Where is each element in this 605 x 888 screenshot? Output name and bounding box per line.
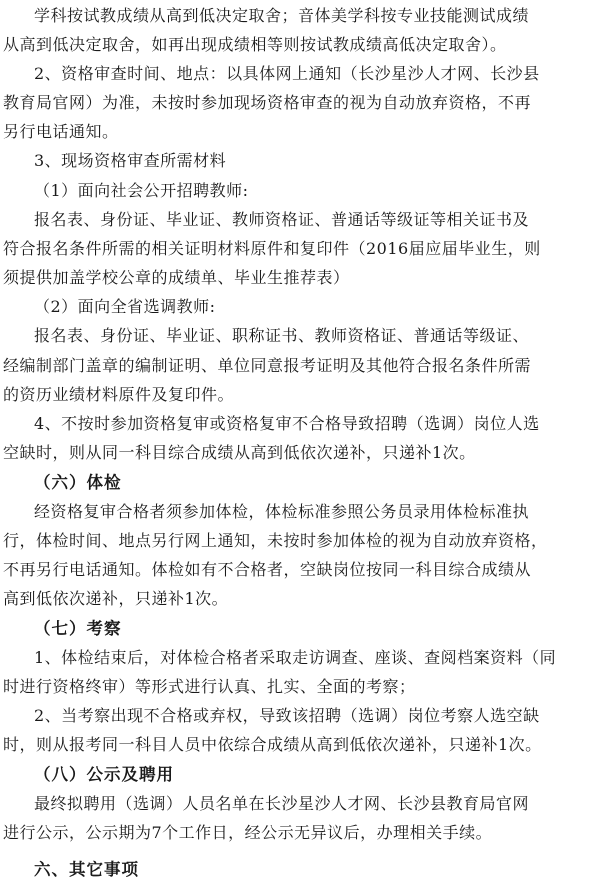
paragraph-line: 从高到低决定取舍，如再出现成绩相等则按试教成绩高低决定取舍）。 [3, 35, 507, 54]
section-heading-seven: （七）考察 [34, 619, 122, 638]
paragraph-line: 行，体检时间、地点另行网上通知，未按时参加体检的视为自动放弃资格， [3, 531, 548, 550]
paragraph-line: 1、体检结束后，对体检合格者采取走访调查、座谈、查阅档案资料（同 [34, 648, 557, 667]
paragraph-line: 4、不按时参加资格复审或资格复审不合格导致招聘（选调）岗位人选 [34, 414, 540, 433]
paragraph-line: 高到低依次递补，只递补1次。 [3, 589, 229, 608]
paragraph-line: 2、当考察出现不合格或弃权，导致该招聘（选调）岗位考察人选空缺 [34, 706, 540, 725]
paragraph-line: 符合报名条件所需的相关证明材料原件和复印件（2016届应届毕业生，则 [3, 239, 541, 258]
paragraph-line: 经资格复审合格者须参加体检，体检标准参照公务员录用体检标准执 [34, 502, 530, 521]
paragraph-line: （1）面向社会公开招聘教师: [34, 181, 249, 200]
paragraph-line: 3、现场资格审查所需材料 [34, 151, 227, 170]
paragraph-line: 最终拟聘用（选调）人员名单在长沙星沙人才网、长沙县教育局官网 [34, 794, 530, 813]
paragraph-line: （2）面向全省选调教师: [34, 297, 216, 316]
paragraph-line: 时，则从报考同一科目人员中依综合成绩从高到低依次递补，只递补1次。 [3, 735, 542, 754]
paragraph-line: 时进行资格终审）等形式进行认真、扎实、全面的考察； [3, 677, 416, 696]
paragraph-line: 学科按试教成绩从高到低决定取舍；音体美学科按专业技能测试成绩 [34, 6, 530, 25]
paragraph-line: 教育局官网）为准，未按时参加现场资格审查的视为自动放弃资格，不再 [3, 93, 532, 112]
paragraph-line: 2、资格审查时间、地点：以具体网上通知（长沙星沙人才网、长沙县 [34, 64, 540, 83]
paragraph-line: 的资历业绩材料原件及复印件。 [3, 385, 235, 404]
paragraph-line: 不再另行电话通知。体检如有不合格者，空缺岗位按同一科目综合成绩从 [3, 560, 532, 579]
paragraph-line: 报名表、身份证、毕业证、教师资格证、普通话等级证等相关证书及 [34, 210, 530, 229]
paragraph-line: 经编制部门盖章的编制证明、单位同意报考证明及其他符合报名条件所需 [3, 356, 532, 375]
paragraph-line: 报名表、身份证、毕业证、职称证书、教师资格证、普通话等级证、 [34, 326, 530, 345]
paragraph-line: 空缺时，则从同一科目综合成绩从高到低依次递补，只递补1次。 [3, 443, 476, 462]
section-heading-six: （六）体检 [34, 473, 122, 492]
paragraph-line: 另行电话通知。 [3, 122, 119, 141]
paragraph-line: 须提供加盖学校公章的成绩单、毕业生推荐表） [3, 268, 350, 287]
section-heading-other-matters: 六、其它事项 [34, 860, 139, 879]
section-heading-eight: （八）公示及聘用 [34, 765, 174, 784]
paragraph-line: 进行公示，公示期为7个工作日，经公示无异议后，办理相关手续。 [3, 823, 493, 842]
